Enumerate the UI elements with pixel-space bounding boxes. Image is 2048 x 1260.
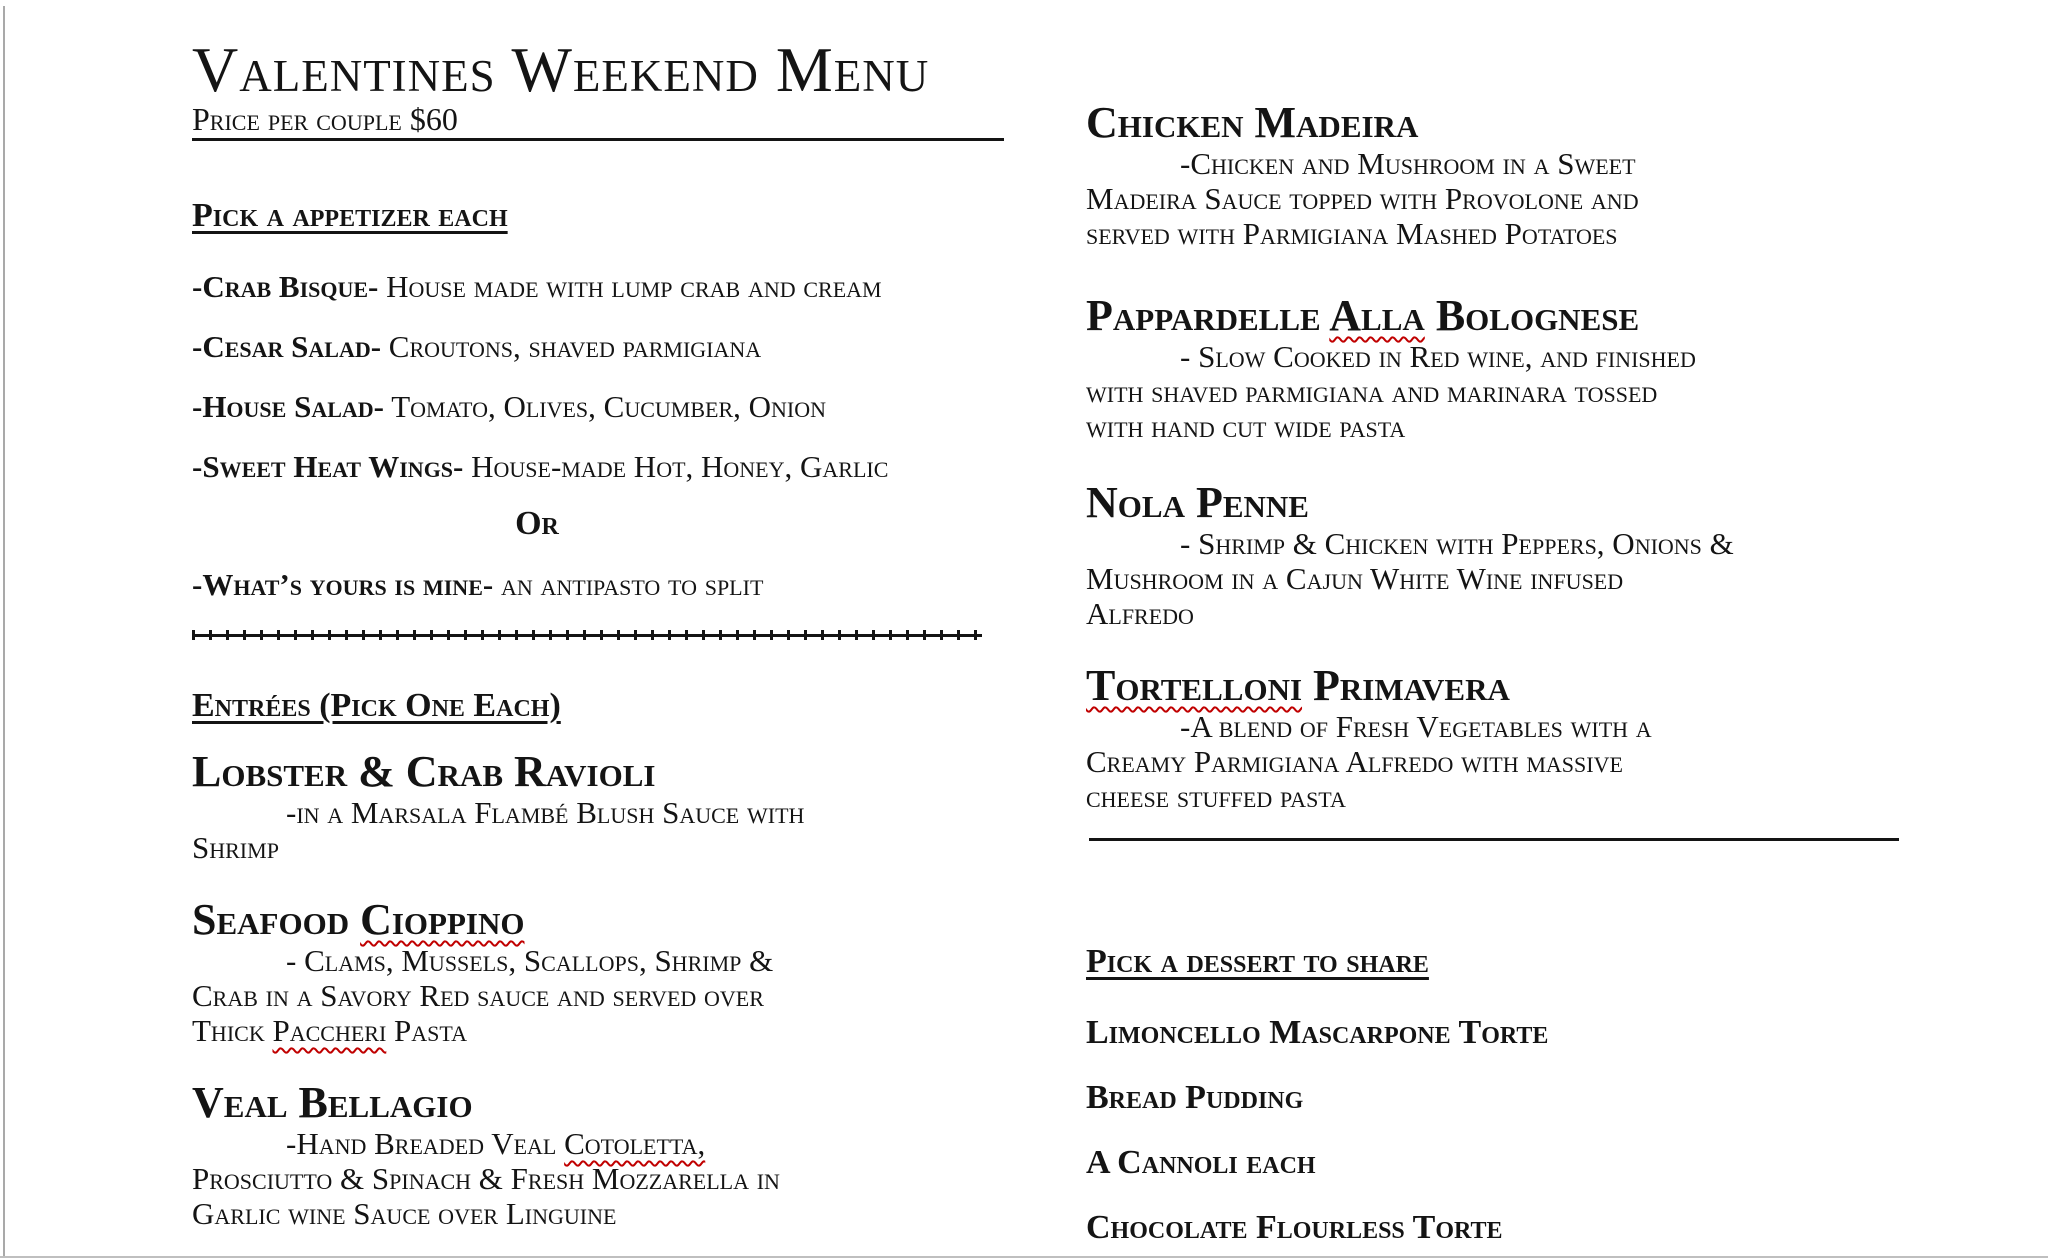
dish-desc-line: -A blend of Fresh Vegetables with a xyxy=(1180,709,1652,744)
appetizer-item-desc: an antipasto to split xyxy=(493,567,764,602)
dish-name-part: Pappardelle xyxy=(1086,291,1330,340)
dish-name-tortelloni-primavera xyxy=(1086,663,1901,709)
appetizer-item-house-salad xyxy=(192,389,1004,425)
appetizer-item-name: -Crab Bisque- xyxy=(192,269,379,304)
dish-desc-line: Prosciutto & Spinach & Fresh Mozzarella in xyxy=(192,1161,780,1196)
dish-name-seafood-cioppino xyxy=(192,897,1004,943)
dish-name-part: Seafood xyxy=(192,895,361,944)
section-divider-line xyxy=(1089,838,1899,841)
dish-desc-line: Alfredo xyxy=(1086,596,1194,631)
dish-name-veal-bellagio: Veal Bellagio xyxy=(192,1078,473,1127)
spellcheck-word: Alla xyxy=(1329,291,1425,340)
dish-name-lobster-crab-ravioli: Lobster & Crab Ravioli xyxy=(192,747,656,796)
dish-name-nola-penne: Nola Penne xyxy=(1086,478,1309,527)
dish-name-part: Primavera xyxy=(1302,661,1510,710)
dish-desc-line: - Shrimp & Chicken with Peppers, Onions & xyxy=(1180,526,1734,561)
dish-name-part: Bolognese xyxy=(1424,291,1640,340)
appetizer-item-name: -House Salad- xyxy=(192,389,384,424)
appetizer-item-desc: Croutons, shaved parmigiana xyxy=(381,329,762,364)
spellcheck-word: Cioppino xyxy=(360,895,525,944)
spellcheck-word: Paccheri xyxy=(272,1013,387,1048)
right-column xyxy=(1086,0,1901,1247)
page-left-edge xyxy=(3,6,5,1258)
appetizer-item-desc: House made with lump crab and cream xyxy=(378,269,882,304)
appetizer-item-name: -Sweet Heat Wings- xyxy=(192,449,464,484)
dish-desc-line: Shrimp xyxy=(192,830,279,865)
appetizer-item-whats-yours-is-mine xyxy=(192,567,1004,603)
desc-part: Thick xyxy=(192,1013,273,1048)
dish-desc-line: Crab in a Savory Red sauce and served over xyxy=(192,978,764,1013)
dish-desc-line: -Chicken and Mushroom in a Sweet xyxy=(1180,146,1636,181)
dish-desc-line: - Slow Cooked in Red wine, and finished xyxy=(1180,339,1696,374)
entrees-section-header: Entrées (Pick One Each) xyxy=(192,687,561,724)
appetizer-item-name: -Cesar Salad- xyxy=(192,329,382,364)
dish-desc-line: Madeira Sauce topped with Provolone and xyxy=(1086,181,1639,216)
dish-desc-line: -in a Marsala Flambé Blush Sauce with xyxy=(286,795,805,830)
appetizer-item-desc: Tomato, Olives, Cucumber, Onion xyxy=(384,389,827,424)
dessert-item-a-cannoli-each: A Cannoli each xyxy=(1086,1144,1316,1181)
dish-name-chicken-madeira: Chicken Madeira xyxy=(1086,98,1419,147)
appetizer-item-desc: House-made Hot, Honey, Garlic xyxy=(463,449,889,484)
dessert-item-chocolate-flourless-torte: Chocolate Flourless Torte xyxy=(1086,1209,1503,1246)
menu-subtitle: Price per couple $60 xyxy=(192,100,1004,141)
spellcheck-word: Cotoletta, xyxy=(564,1126,706,1161)
dish-desc-line: Mushroom in a Cajun White Wine infused xyxy=(1086,561,1624,596)
left-column xyxy=(192,34,1004,1231)
appetizer-section-header: Pick a appetizer each xyxy=(192,197,508,234)
appetizer-item-name: -What’s yours is mine- xyxy=(192,567,494,602)
dessert-item-limoncello-mascarpone-torte: Limoncello Mascarpone Torte xyxy=(1086,1014,1549,1051)
or-separator-label: Or xyxy=(515,505,559,542)
dessert-item-bread-pudding: Bread Pudding xyxy=(1086,1079,1304,1116)
dish-desc-line: with hand cut wide pasta xyxy=(1086,409,1406,444)
spellcheck-word: Tortelloni xyxy=(1086,661,1303,710)
desc-part: -Hand Breaded Veal xyxy=(286,1126,565,1161)
dish-desc-line: cheese stuffed pasta xyxy=(1086,779,1346,814)
dish-desc-line: with shaved parmigiana and marinara tossed xyxy=(1086,374,1658,409)
dish-desc-line xyxy=(192,1126,1004,1161)
dish-desc-line: served with Parmigiana Mashed Potatoes xyxy=(1086,216,1618,251)
page-bottom-edge xyxy=(0,1256,2048,1258)
dish-desc-line: Garlic wine Sauce over Linguine xyxy=(192,1196,617,1231)
desc-part: Pasta xyxy=(386,1013,467,1048)
menu-title: Valentines Weekend Menu xyxy=(192,34,930,105)
appetizer-item-cesar-salad xyxy=(192,329,1004,365)
dish-desc-line: Creamy Parmigiana Alfredo with massive xyxy=(1086,744,1623,779)
appetizer-item-sweet-heat-wings xyxy=(192,449,1004,485)
dish-desc-line: - Clams, Mussels, Scallops, Shrimp & xyxy=(286,943,774,978)
dessert-section-header: Pick a dessert to share xyxy=(1086,943,1429,980)
tick-divider-line xyxy=(192,629,982,641)
dish-desc-line xyxy=(192,1013,1004,1048)
appetizer-item-crab-bisque xyxy=(192,269,1004,305)
dish-name-pappardelle-alla-bolognese xyxy=(1086,293,1901,339)
